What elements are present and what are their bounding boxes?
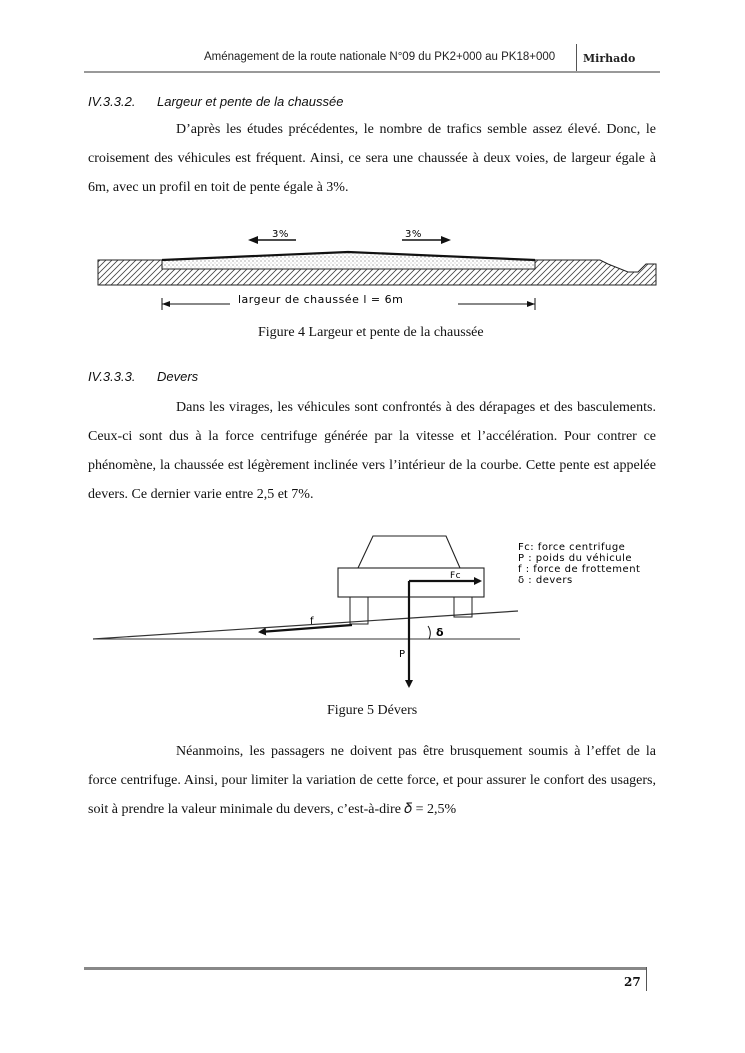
car-body [338,568,484,597]
slope-arrowhead-left [248,236,258,244]
figure-5-legend [518,542,640,586]
figure-4-caption: Figure 4 Largeur et pente de la chaussée [258,325,484,340]
width-label: largeur de chaussée l = 6m [238,293,404,306]
legend-f: f : force de frottement [518,564,641,575]
header-brand: Mirhado [583,52,636,65]
page-number: 27 [624,975,641,989]
f-arrow-label: f [310,616,315,627]
paragraph-2: Dans les virages, les véhicules sont confrontés à des dérapages et des basculements. Ceux-ci sont dus à la force centrifuge générée par la vitesse et l’accélération. Pour contrer ce phénomène, la chaussée est légèrement inclinée vers l’intérieur de la courbe. Cette pente est appelée devers. Ce dernier varie entre 2,5 et 7%. [88,400,656,502]
figure-4-road-cross-section [88,224,668,320]
section-number-2: IV.3.3.3. [88,369,136,384]
legend-p: P : poids du véhicule [518,553,633,564]
legend-delta: δ : devers [518,575,573,586]
pavement-fill [162,252,535,269]
slope-arrowhead-right [441,236,451,244]
section-number-1: IV.3.3.2. [88,94,136,109]
header-rule [84,71,660,73]
devers-angle-arc [428,626,430,639]
car-wheel-left [350,597,368,624]
footer-separator [646,967,647,991]
friction-force-arrow [260,625,352,632]
figure-5-devers-diagram [88,528,668,694]
running-header-title: Aménagement de la route nationale N°09 du PK2+000 au PK18+000 [204,51,556,63]
slope-label-right: 3% [405,229,422,240]
car-roof [358,536,460,568]
footer-rule [84,967,646,970]
section-title-1: Largeur et pente de la chaussée [157,94,344,109]
slope-label-left: 3% [272,229,289,240]
section-title-2: Devers [157,369,199,384]
paragraph-1: D’après les études précédentes, le nombre de trafics semble assez élevé. Donc, le croisement des véhicules est fréquent. Ainsi, ce sera une chaussée à deux voies, de largeur égale à 6m, avec un profil en toit de pente égale à 3%. [88,122,656,195]
fc-arrow-label: Fc [450,571,462,581]
p-arrow-label: P [399,649,406,660]
legend-fc: Fc: force centrifuge [518,542,626,553]
paragraph-3: Néanmoins, les passagers ne doivent pas être brusquement soumis à l’effet de la force centrifuge. Ainsi, pour limiter la variation de cette force, et pour assurer le confort des usagers, soit à prendre la valeur minimale du devers, c’est-à-dire 𝛿 = 2,5% [88,744,656,817]
figure-5-caption: Figure 5 Dévers [327,703,418,718]
header-separator [576,44,577,72]
delta-angle-label: δ [436,626,444,639]
